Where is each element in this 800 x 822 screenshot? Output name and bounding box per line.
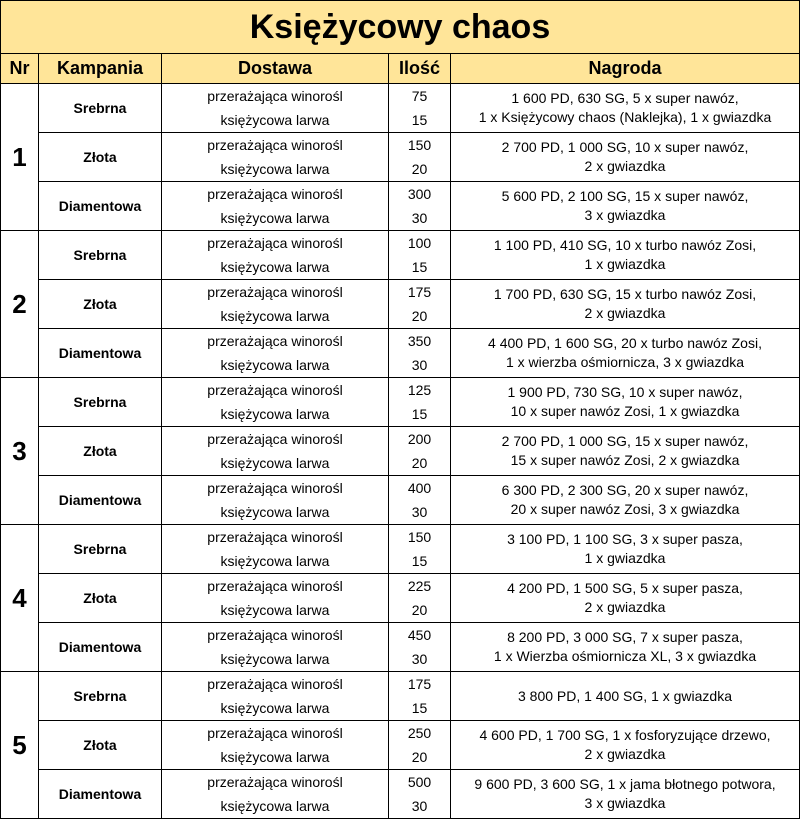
quantity-value: 20	[411, 308, 428, 324]
quantity-value: 350	[407, 333, 432, 349]
quantity-value: 250	[407, 725, 432, 741]
quantity-value: 30	[411, 210, 428, 226]
campaign-name: Srebrna	[39, 378, 162, 427]
reward-cell	[451, 525, 800, 574]
reward-cell	[451, 84, 800, 133]
quantity-value: 15	[411, 259, 428, 275]
quantity-value: 175	[407, 284, 432, 300]
campaign-name: Złota	[39, 427, 162, 476]
table-body	[1, 84, 800, 819]
reward-line: 20 x super nawóz Zosi, 3 x gwiazdka	[510, 501, 740, 517]
delivery-item: księżycowa larwa	[220, 504, 330, 520]
row-number: 4	[1, 525, 39, 672]
quantity-cell	[389, 525, 451, 574]
delivery-item: księżycowa larwa	[220, 749, 330, 765]
delivery-item: księżycowa larwa	[220, 259, 330, 275]
delivery-item: przerażająca winorośl	[207, 529, 343, 545]
reward-line: 2 700 PD, 1 000 SG, 15 x super nawóz,	[501, 433, 749, 449]
reward-line: 1 x wierzba ośmiornicza, 3 x gwiazdka	[505, 354, 745, 370]
reward-line: 15 x super nawóz Zosi, 2 x gwiazdka	[510, 452, 740, 468]
delivery-item: księżycowa larwa	[220, 357, 330, 373]
delivery-cell	[162, 427, 389, 476]
table-row	[1, 721, 800, 770]
quantity-value: 150	[407, 137, 432, 153]
quantity-value: 20	[411, 749, 428, 765]
reward-cell	[451, 231, 800, 280]
quantity-cell	[389, 378, 451, 427]
reward-line: 9 600 PD, 3 600 SG, 1 x jama błotnego potwora,	[474, 776, 776, 792]
delivery-cell	[162, 721, 389, 770]
row-number: 3	[1, 378, 39, 525]
reward-line: 1 100 PD, 410 SG, 10 x turbo nawóz Zosi,	[493, 237, 757, 253]
header-campaign: Kampania	[39, 54, 162, 84]
quantity-value: 20	[411, 455, 428, 471]
quantity-value: 15	[411, 700, 428, 716]
reward-line: 2 700 PD, 1 000 SG, 10 x super nawóz,	[501, 139, 749, 155]
reward-line: 1 x Księżycowy chaos (Naklejka), 1 x gwiazdka	[478, 109, 772, 125]
delivery-item: przerażająca winorośl	[207, 431, 343, 447]
quantity-value: 125	[407, 382, 432, 398]
quantity-value: 30	[411, 504, 428, 520]
delivery-item: przerażająca winorośl	[207, 186, 343, 202]
campaign-name: Diamentowa	[39, 623, 162, 672]
reward-cell	[451, 721, 800, 770]
quantity-value: 30	[411, 357, 428, 373]
delivery-cell	[162, 672, 389, 721]
reward-cell	[451, 182, 800, 231]
quantity-value: 30	[411, 798, 428, 814]
delivery-item: księżycowa larwa	[220, 210, 330, 226]
quantity-value: 15	[411, 112, 428, 128]
delivery-item: przerażająca winorośl	[207, 235, 343, 251]
table-row	[1, 133, 800, 182]
reward-line: 3 100 PD, 1 100 SG, 3 x super pasza,	[507, 531, 743, 547]
reward-cell	[451, 280, 800, 329]
delivery-item: przerażająca winorośl	[207, 676, 343, 692]
quantity-cell	[389, 231, 451, 280]
campaign-name: Diamentowa	[39, 770, 162, 819]
table-row	[1, 574, 800, 623]
campaign-name: Srebrna	[39, 525, 162, 574]
reward-line: 1 x Wierzba ośmiornicza XL, 3 x gwiazdka	[493, 648, 757, 664]
campaign-name: Srebrna	[39, 231, 162, 280]
quantity-cell	[389, 770, 451, 819]
quantity-cell	[389, 623, 451, 672]
header-quantity: Ilość	[389, 54, 451, 84]
delivery-item: księżycowa larwa	[220, 651, 330, 667]
campaign-name: Złota	[39, 721, 162, 770]
reward-line: 2 x gwiazdka	[584, 305, 666, 321]
table-row	[1, 476, 800, 525]
reward-line: 4 200 PD, 1 500 SG, 5 x super pasza,	[507, 580, 743, 596]
quantity-cell	[389, 476, 451, 525]
page-title: Księżycowy chaos	[1, 1, 800, 54]
reward-cell	[451, 623, 800, 672]
quantity-value: 150	[407, 529, 432, 545]
reward-line: 3 x gwiazdka	[584, 207, 666, 223]
quantity-value: 450	[407, 627, 432, 643]
quantity-value: 200	[407, 431, 432, 447]
delivery-item: księżycowa larwa	[220, 700, 330, 716]
delivery-item: przerażająca winorośl	[207, 88, 343, 104]
delivery-cell	[162, 770, 389, 819]
table-row	[1, 427, 800, 476]
reward-line: 1 600 PD, 630 SG, 5 x super nawóz,	[511, 90, 739, 106]
reward-cell	[451, 476, 800, 525]
delivery-item: księżycowa larwa	[220, 553, 330, 569]
delivery-cell	[162, 84, 389, 133]
table-row	[1, 84, 800, 133]
quantity-cell	[389, 672, 451, 721]
delivery-item: księżycowa larwa	[220, 161, 330, 177]
reward-line: 4 600 PD, 1 700 SG, 1 x fosforyzujące drzewo,	[479, 727, 771, 743]
row-number: 1	[1, 84, 39, 231]
reward-line: 3 800 PD, 1 400 SG, 1 x gwiazdka	[517, 687, 732, 704]
table-row	[1, 280, 800, 329]
delivery-item: księżycowa larwa	[220, 406, 330, 422]
campaign-name: Złota	[39, 280, 162, 329]
header-delivery: Dostawa	[162, 54, 389, 84]
reward-cell	[451, 672, 800, 721]
quantity-cell	[389, 574, 451, 623]
delivery-cell	[162, 525, 389, 574]
quantity-value: 30	[411, 651, 428, 667]
row-number: 2	[1, 231, 39, 378]
delivery-item: przerażająca winorośl	[207, 137, 343, 153]
quantity-value: 400	[407, 480, 432, 496]
reward-line: 4 400 PD, 1 600 SG, 20 x turbo nawóz Zosi,	[488, 335, 762, 351]
reward-line: 2 x gwiazdka	[584, 746, 666, 762]
campaign-name: Diamentowa	[39, 329, 162, 378]
table-row	[1, 525, 800, 574]
delivery-item: przerażająca winorośl	[207, 774, 343, 790]
quantity-cell	[389, 329, 451, 378]
quantity-value: 500	[407, 774, 432, 790]
delivery-item: przerażająca winorośl	[207, 725, 343, 741]
campaign-name: Srebrna	[39, 84, 162, 133]
delivery-cell	[162, 574, 389, 623]
table-row	[1, 231, 800, 280]
header-nr: Nr	[1, 54, 39, 84]
campaign-name: Złota	[39, 574, 162, 623]
reward-cell	[451, 329, 800, 378]
delivery-cell	[162, 133, 389, 182]
table-row	[1, 182, 800, 231]
reward-cell	[451, 427, 800, 476]
quantity-cell	[389, 721, 451, 770]
reward-line: 6 300 PD, 2 300 SG, 20 x super nawóz,	[501, 482, 749, 498]
table-row	[1, 770, 800, 819]
delivery-item: przerażająca winorośl	[207, 480, 343, 496]
quantity-value: 15	[411, 406, 428, 422]
delivery-cell	[162, 280, 389, 329]
campaign-name: Srebrna	[39, 672, 162, 721]
table-row	[1, 672, 800, 721]
quantity-cell	[389, 84, 451, 133]
quantity-cell	[389, 280, 451, 329]
delivery-cell	[162, 476, 389, 525]
delivery-item: księżycowa larwa	[220, 112, 330, 128]
table-row	[1, 623, 800, 672]
quantity-value: 175	[407, 676, 432, 692]
quantity-cell	[389, 182, 451, 231]
delivery-item: przerażająca winorośl	[207, 578, 343, 594]
delivery-item: przerażająca winorośl	[207, 284, 343, 300]
reward-line: 3 x gwiazdka	[584, 795, 666, 811]
reward-line: 1 700 PD, 630 SG, 15 x turbo nawóz Zosi,	[493, 286, 757, 302]
quantity-value: 225	[407, 578, 432, 594]
reward-cell	[451, 574, 800, 623]
campaign-name: Diamentowa	[39, 182, 162, 231]
row-number: 5	[1, 672, 39, 819]
delivery-cell	[162, 378, 389, 427]
quantity-value: 20	[411, 602, 428, 618]
reward-line: 2 x gwiazdka	[584, 599, 666, 615]
reward-cell	[451, 378, 800, 427]
delivery-cell	[162, 231, 389, 280]
quantity-value: 15	[411, 553, 428, 569]
delivery-item: księżycowa larwa	[220, 602, 330, 618]
quantity-cell	[389, 133, 451, 182]
campaign-name: Diamentowa	[39, 476, 162, 525]
delivery-item: księżycowa larwa	[220, 798, 330, 814]
quantity-value: 100	[407, 235, 432, 251]
table-row	[1, 329, 800, 378]
delivery-cell	[162, 623, 389, 672]
campaign-name: Złota	[39, 133, 162, 182]
table-row	[1, 378, 800, 427]
delivery-item: księżycowa larwa	[220, 308, 330, 324]
delivery-cell	[162, 329, 389, 378]
quantity-value: 20	[411, 161, 428, 177]
delivery-item: przerażająca winorośl	[207, 627, 343, 643]
quantity-cell	[389, 427, 451, 476]
reward-cell	[451, 133, 800, 182]
reward-line: 1 x gwiazdka	[584, 550, 666, 566]
reward-line: 10 x super nawóz Zosi, 1 x gwiazdka	[510, 403, 740, 419]
reward-cell	[451, 770, 800, 819]
delivery-cell	[162, 182, 389, 231]
reward-line: 1 900 PD, 730 SG, 10 x super nawóz,	[507, 384, 743, 400]
quantity-value: 300	[407, 186, 432, 202]
reward-line: 8 200 PD, 3 000 SG, 7 x super pasza,	[507, 629, 743, 645]
reward-line: 5 600 PD, 2 100 SG, 15 x super nawóz,	[501, 188, 749, 204]
delivery-item: przerażająca winorośl	[207, 382, 343, 398]
delivery-item: przerażająca winorośl	[207, 333, 343, 349]
reward-line: 2 x gwiazdka	[584, 158, 666, 174]
reward-line: 1 x gwiazdka	[584, 256, 666, 272]
delivery-item: księżycowa larwa	[220, 455, 330, 471]
quantity-value: 75	[411, 88, 428, 104]
header-reward: Nagroda	[451, 54, 800, 84]
